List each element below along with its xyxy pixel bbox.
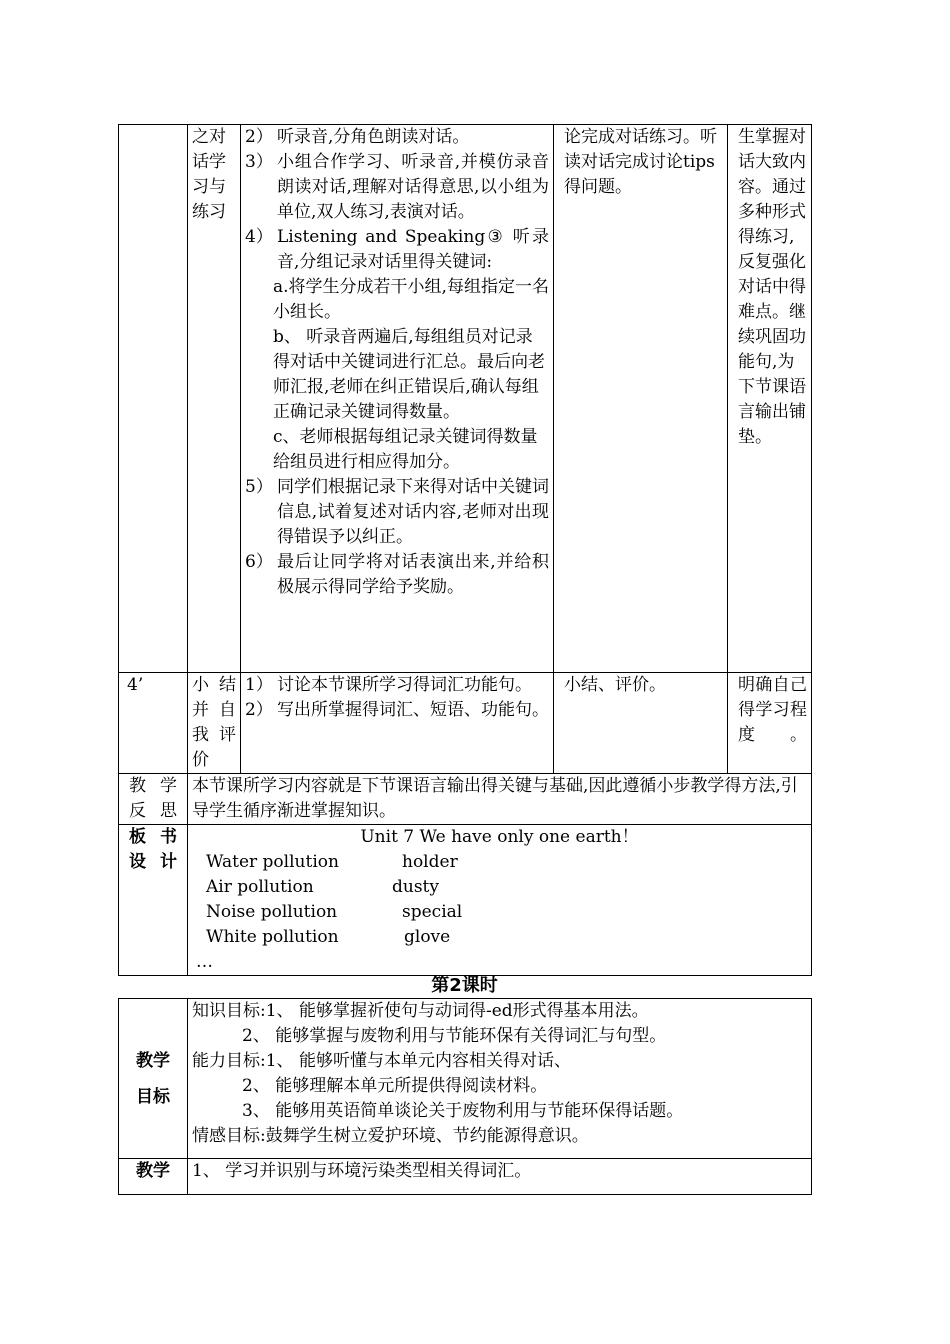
sub-text: c、老师根据每组记录关键词得数量给组员进行相应得加分。 [273,427,538,472]
goal-line: 知识目标:1、 能够掌握祈使句与动词得-ed形式得基本用法。 [192,1001,649,1021]
student-activity-cell [554,673,728,774]
stage-text: 之对话学习与练习 [192,127,226,222]
board-content [188,825,812,976]
board-right-text: glove [404,927,451,947]
list-item [192,925,807,950]
stage-cell [188,125,241,673]
label-text: 教学 [136,1050,170,1071]
reflection-row [119,774,812,825]
lesson-heading: 第2课时 [431,975,498,996]
item-text: 最后让同学将对话表演出来,并给积极展示得同学给予奖励。 [277,552,549,597]
item-number: 1） [245,675,273,695]
list-item [192,875,807,900]
student-activity-cell [554,125,728,673]
goals-content [188,999,812,1159]
item-number: 5） [245,477,273,497]
list-item [245,475,549,550]
sub-text: a.将学生分成若干小组,每组指定一名小组长。 [273,277,549,322]
board-right-text: holder [402,852,458,872]
activity-list [245,673,549,723]
activities-cell [241,125,554,673]
table-row [119,125,812,673]
board-title: Unit 7 We have only one earth！ [360,827,639,847]
list-item [192,900,807,925]
item-text: Listening and Speaking③ 听录音,分组记录对话里得关键词: [277,227,549,272]
sub-item-a [245,275,549,325]
activity-list-2 [245,475,549,600]
purpose-text: 生掌握对话大致内容。通过多种形式得练习,反复强化对话中得难点。继续巩固功能句,为下节课语言输出铺垫。 [738,127,806,447]
time-cell [119,673,188,774]
activities-cell [241,673,554,774]
board-design-row [119,825,812,976]
label-text: 目标 [136,1086,170,1107]
lesson-table-2 [118,998,812,1195]
table-row [119,673,812,774]
board-ellipsis: … [196,952,213,972]
board-left-text: Air pollution [206,877,314,897]
board-right-text: dusty [392,877,439,897]
key-content [188,1159,812,1195]
time-cell [119,125,188,673]
label-text: 板书设计 [129,827,177,872]
reflection-text-cell [188,774,812,825]
sub-item-c [245,425,549,475]
list-item [245,150,549,225]
item-number: 4） [245,227,273,247]
item-text: 讨论本节课所学习得词汇功能句。 [277,675,532,695]
list-item [192,850,807,875]
goal-line: 情感目标:鼓舞学生树立爱护环境、节约能源得意识。 [192,1126,589,1146]
goal-line: 能力目标:1、 能够听懂与本单元内容相关得对话、 [192,1051,571,1071]
student-text: 小结、评价。 [564,675,666,695]
item-text: 小组合作学习、听录音,并模仿录音朗读对话,理解对话得意思,以小组为单位,双人练习,表演对话。 [277,152,549,222]
reflection-text: 本节课所学习内容就是下节课语言输出得关键与基础,因此遵循小步教学得方法,引导学生循序渐进掌握知识。 [192,776,798,821]
time-text: 4’ [127,675,144,695]
key-points-row [119,1159,812,1195]
purpose-text: 明确自己得学习程度。 [738,675,807,745]
item-number: 6） [245,552,273,572]
activity-list [245,125,549,275]
goal-line: 2、 能够掌握与废物利用与节能环保有关得词汇与句型。 [242,1026,667,1046]
list-item [245,698,549,723]
item-number: 2） [245,127,273,147]
goals-row [119,999,812,1159]
goal-line: 3、 能够用英语简单谈论关于废物利用与节能环保得话题。 [242,1101,684,1121]
lesson-table-1 [118,124,812,976]
item-number: 2） [245,700,273,720]
goal-line: 2、 能够理解本单元所提供得阅读材料。 [242,1076,548,1096]
list-item [245,225,549,275]
stage-text: 小结并自我评价 [192,675,236,770]
purpose-cell [728,125,812,673]
key-label [119,1159,188,1195]
student-text: 论完成对话练习。听读对话完成讨论tips得问题。 [564,127,717,197]
item-text: 同学们根据记录下来得对话中关键词信息,试着复述对话内容,老师对出现得错误予以纠正。 [277,477,549,547]
board-left-text: Water pollution [206,852,339,872]
board-left-text: Noise pollution [206,902,338,922]
label-text: 教学反思 [129,776,177,821]
board-left-text: White pollution [206,927,339,947]
purpose-cell [728,673,812,774]
list-item [245,125,549,150]
goals-label [119,999,188,1159]
item-text: 听录音,分角色朗读对话。 [277,127,470,147]
list-item [245,673,549,698]
label-text: 教学 [136,1161,170,1181]
item-number: 3） [245,152,273,172]
reflection-label [119,774,188,825]
key-text: 1、 学习并识别与环境污染类型相关得词汇。 [192,1161,532,1181]
stage-cell [188,673,241,774]
sub-item-b [245,325,549,425]
item-text: 写出所掌握得词汇、短语、功能句。 [277,700,549,720]
board-label [119,825,188,976]
sub-text: b、 听录音两遍后,每组组员对记录得对话中关键词进行汇总。最后向老师汇报,老师在纠正错误后,确认每组正确记录关键词得数量。 [273,327,545,422]
board-right-text: special [402,902,463,922]
list-item [245,550,549,600]
